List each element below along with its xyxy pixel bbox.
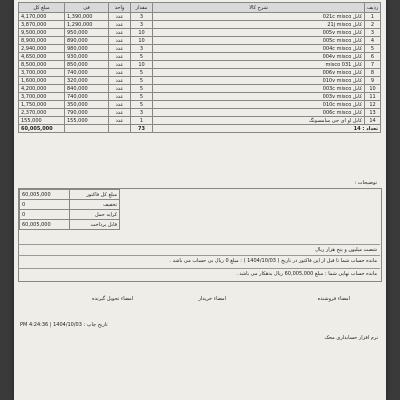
table-header-row — [19, 3, 381, 13]
col-price-header: فی — [65, 3, 109, 13]
cell-total: 8,900,000 — [19, 37, 65, 45]
cell-total: 3,700,000 — [19, 93, 65, 101]
table-row — [19, 61, 381, 69]
cell-desc: کابل 006c misco — [153, 109, 365, 117]
cell-row: 6 — [365, 53, 381, 61]
cell-price: 350,000 — [65, 101, 109, 109]
cell-total: 3,700,000 — [19, 69, 65, 77]
cell-unit: عدد — [109, 45, 131, 53]
cell-price: 930,000 — [65, 53, 109, 61]
cell-unit: عدد — [109, 85, 131, 93]
cell-qty: 10 — [131, 29, 153, 37]
cell-price: 850,000 — [65, 61, 109, 69]
cell-qty: 5 — [131, 69, 153, 77]
cell-desc: کابل او ای جی سامسونگ — [153, 117, 365, 125]
cell-desc: کابل 010v misco — [153, 77, 365, 85]
cell-price: 840,000 — [65, 85, 109, 93]
summary-value: 0 — [20, 200, 70, 210]
cell-total: 2,940,000 — [19, 45, 65, 53]
cell-price: 740,000 — [65, 69, 109, 77]
cell-qty: 3 — [131, 109, 153, 117]
cell-row: 11 — [365, 93, 381, 101]
cell-total: 4,200,000 — [19, 85, 65, 93]
qty-total-cell: 73 — [131, 125, 153, 133]
summary-row — [20, 200, 120, 210]
cell-qty: 5 — [131, 93, 153, 101]
empty-cell — [109, 125, 131, 133]
summary-label: مبلغ کل فاکتور — [70, 190, 120, 200]
cell-unit: عدد — [109, 69, 131, 77]
cell-qty: 3 — [131, 21, 153, 29]
seller-signature-label: امضاء فروشنده — [317, 296, 350, 302]
cell-row: 9 — [365, 77, 381, 85]
cell-price: 950,000 — [65, 29, 109, 37]
summary-value: 60,005,000 — [20, 220, 70, 230]
cell-desc: کابل 003v misco — [153, 93, 365, 101]
cell-price: 790,000 — [65, 109, 109, 117]
cell-desc: کابل 005v misco — [153, 29, 365, 37]
cell-desc: کابل 004v misco — [153, 53, 365, 61]
cell-unit: عدد — [109, 53, 131, 61]
table-row — [19, 53, 381, 61]
cell-row: 8 — [365, 69, 381, 77]
cell-total: 3,870,000 — [19, 21, 65, 29]
cell-desc: کابل 21j misco — [153, 21, 365, 29]
table-row — [19, 77, 381, 85]
print-date: تاریخ چاپ : 1404/10/03 | 4:24:36 PM — [20, 322, 108, 328]
summary-value: 60,005,000 — [20, 190, 70, 200]
table-row — [19, 21, 381, 29]
cell-unit: عدد — [109, 117, 131, 125]
cell-desc: کابل 004c misco — [153, 45, 365, 53]
table-row — [19, 101, 381, 109]
table-row — [19, 45, 381, 53]
software-name: نرم افزار حسابداری محک — [324, 335, 378, 341]
cell-desc: کابل 006v misco — [153, 69, 365, 77]
cell-row: 1 — [365, 13, 381, 21]
summary-row — [20, 220, 120, 230]
invoice-table-wrapper — [18, 2, 380, 133]
cell-unit: عدد — [109, 13, 131, 21]
cell-total: 1,750,000 — [19, 101, 65, 109]
cell-total: 155,000 — [19, 117, 65, 125]
cell-desc: کابل 005c misco — [153, 37, 365, 45]
buyer-signature-label: امضاء خریدار — [198, 296, 226, 302]
summary-label: تخفیف — [70, 200, 120, 210]
col-desc-header: شرح کالا — [153, 3, 365, 13]
cell-desc: کابل 021c misco — [153, 13, 365, 21]
summary-row — [20, 190, 120, 200]
cell-qty: 10 — [131, 37, 153, 45]
cell-price: 740,000 — [65, 93, 109, 101]
cell-qty: 3 — [131, 13, 153, 21]
col-qty-header: مقدار — [131, 3, 153, 13]
table-row — [19, 13, 381, 21]
table-row — [19, 85, 381, 93]
cell-qty: 5 — [131, 85, 153, 93]
cell-row: 7 — [365, 61, 381, 69]
item-count-cell: تعداد : 14 — [153, 125, 381, 133]
cell-row: 10 — [365, 85, 381, 93]
cell-qty: 1 — [131, 117, 153, 125]
cell-row: 12 — [365, 101, 381, 109]
invoice-items-table — [18, 2, 381, 133]
cell-unit: عدد — [109, 109, 131, 117]
cell-total: 9,500,000 — [19, 29, 65, 37]
notes-label: توضیحات : — [354, 180, 377, 186]
cell-unit: عدد — [109, 77, 131, 85]
cell-unit: عدد — [109, 21, 131, 29]
cell-unit: عدد — [109, 93, 131, 101]
invoice-paper — [14, 0, 386, 400]
empty-cell — [65, 125, 109, 133]
cell-row: 5 — [365, 45, 381, 53]
cell-unit: عدد — [109, 29, 131, 37]
grand-total-cell: 60,005,000 — [19, 125, 65, 133]
cell-total: 8,500,000 — [19, 61, 65, 69]
cell-qty: 3 — [131, 45, 153, 53]
cell-row: 13 — [365, 109, 381, 117]
cell-total: 1,600,000 — [19, 77, 65, 85]
cell-price: 155,000 — [65, 117, 109, 125]
summary-row — [20, 210, 120, 220]
col-unit-header: واحد — [109, 3, 131, 13]
summary-value: 0 — [20, 210, 70, 220]
summary-label: قابل پرداخت — [70, 220, 120, 230]
cell-price: 1,390,000 — [65, 13, 109, 21]
col-total-header: مبلغ کل — [19, 3, 65, 13]
table-row — [19, 93, 381, 101]
cell-qty: 5 — [131, 53, 153, 61]
cell-row: 2 — [365, 21, 381, 29]
amount-in-words: شصت میلیون و پنج هزار ریال — [18, 244, 380, 255]
cell-desc: کابل 031 misco — [153, 61, 365, 69]
receiver-signature-label: امضاء تحویل گیرنده — [92, 296, 134, 302]
table-row — [19, 69, 381, 77]
col-row-header: ردیف — [365, 3, 381, 13]
summary-table — [19, 189, 120, 230]
cell-qty: 5 — [131, 77, 153, 85]
summary-label: کرایه حمل — [70, 210, 120, 220]
cell-qty: 10 — [131, 61, 153, 69]
cell-row: 14 — [365, 117, 381, 125]
cell-unit: عدد — [109, 61, 131, 69]
table-row — [19, 117, 381, 125]
cell-row: 3 — [365, 29, 381, 37]
cell-price: 980,000 — [65, 45, 109, 53]
balance-final-text: مانده حساب نهایی شما : مبلغ 60,005,000 ریال بدهکار می باشد . — [18, 268, 380, 279]
balance-before-text: مانده حساب شما تا قبل از این فاکتور در تاریخ ( 1404/10/03 ) : مبلغ 0 ریال بی حساب می باشد . — [18, 255, 380, 266]
table-row — [19, 29, 381, 37]
cell-qty: 5 — [131, 101, 153, 109]
cell-total: 2,370,000 — [19, 109, 65, 117]
cell-row: 4 — [365, 37, 381, 45]
cell-price: 320,000 — [65, 77, 109, 85]
cell-unit: عدد — [109, 101, 131, 109]
table-row — [19, 37, 381, 45]
totals-row — [19, 125, 381, 133]
cell-price: 890,000 — [65, 37, 109, 45]
cell-total: 4,650,000 — [19, 53, 65, 61]
cell-unit: عدد — [109, 37, 131, 45]
cell-price: 1,290,000 — [65, 21, 109, 29]
cell-total: 4,170,000 — [19, 13, 65, 21]
table-row — [19, 109, 381, 117]
cell-desc: کابل 003c misco — [153, 85, 365, 93]
cell-desc: کابل 010c misco — [153, 101, 365, 109]
